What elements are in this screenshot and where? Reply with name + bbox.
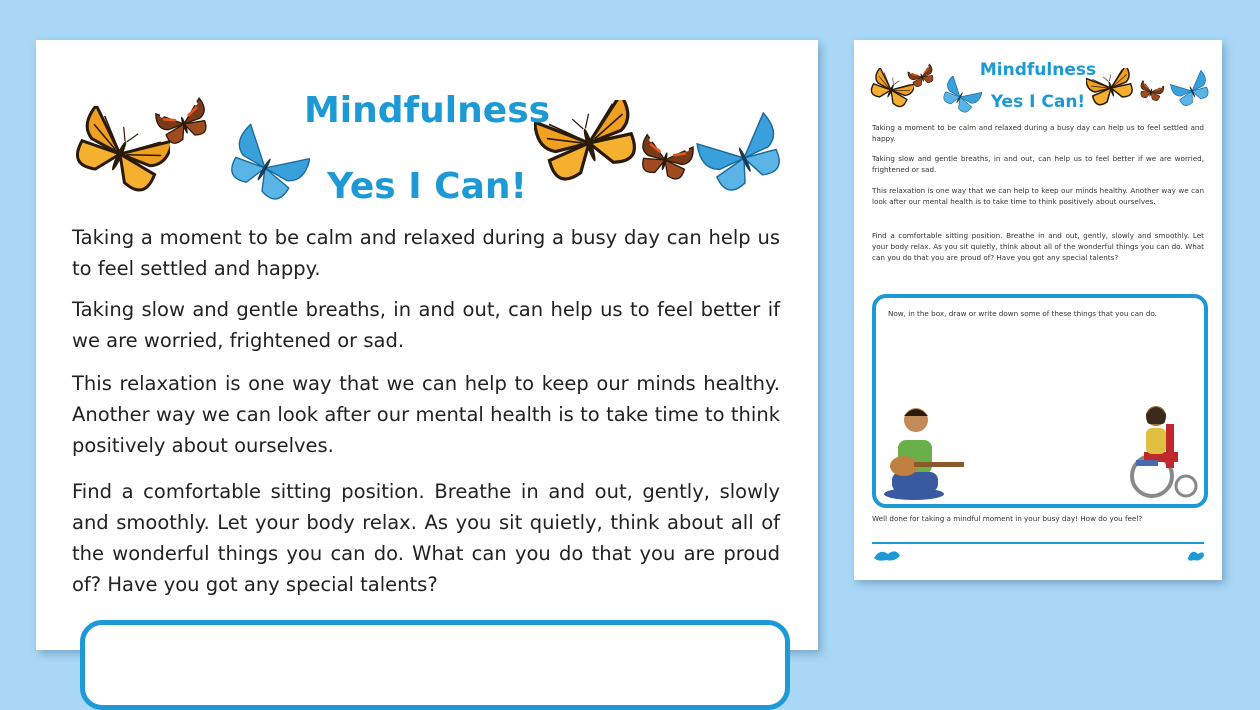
paragraph: Find a comfortable sitting position. Breathe in and out, gently, slowly and smoothly. Let your body relax. As you sit quietly, think about all of the wonderful things you can do. What can you do that you are proud of? Have you got any special talents? (72, 480, 780, 596)
worksheet-subtitle: Yes I Can! (327, 166, 527, 207)
paragraph: Taking a moment to be calm and relaxed during a busy day can help us to feel settled and happy. (72, 226, 780, 280)
footer-divider (872, 542, 1204, 544)
paragraph: Taking a moment to be calm and relaxed during a busy day can help us to feel settled and happy. (872, 123, 1204, 143)
brand-logo-icon (1186, 546, 1206, 564)
girl-in-wheelchair-illustration (1122, 394, 1202, 500)
boy-with-guitar-illustration (880, 396, 970, 500)
paragraph: This relaxation is one way that we can help to keep our minds healthy. Another way we can look after our mental health is to take time to think positively about ourselves. (72, 372, 780, 457)
paragraph: This relaxation is one way that we can help to keep our minds healthy. Another way we can look after our mental health is to take time to think positively about ourselves. (872, 186, 1204, 206)
paragraph: Taking slow and gentle breaths, in and out, can help us to feel better if we are worried, frightened or sad. (72, 298, 780, 352)
drawing-box-prompt: Now, in the box, draw or write down some of these things that you can do. (888, 309, 1157, 318)
drawing-box (872, 294, 1208, 508)
worksheet-subtitle: Yes I Can! (990, 92, 1086, 112)
worksheet-page-large (36, 40, 818, 650)
worksheet-page-thumbnail (854, 40, 1222, 580)
drawing-box (80, 620, 790, 710)
worksheet-title: Mindfulness (303, 90, 551, 131)
closing-question: Well done for taking a mindful moment in your busy day! How do you feel? (872, 514, 1143, 523)
brand-logo-icon (872, 546, 902, 564)
worksheet-title: Mindfulness (979, 60, 1097, 80)
paragraph: Find a comfortable sitting position. Breathe in and out, gently, slowly and smoothly. Let your body relax. As you sit quietly, think about all of the wonderful things you can do. What can you do that you are proud of? Have you got any special talents? (872, 231, 1204, 262)
paragraph: Taking slow and gentle breaths, in and out, can help us to feel better if we are worried, frightened or sad. (872, 154, 1204, 174)
